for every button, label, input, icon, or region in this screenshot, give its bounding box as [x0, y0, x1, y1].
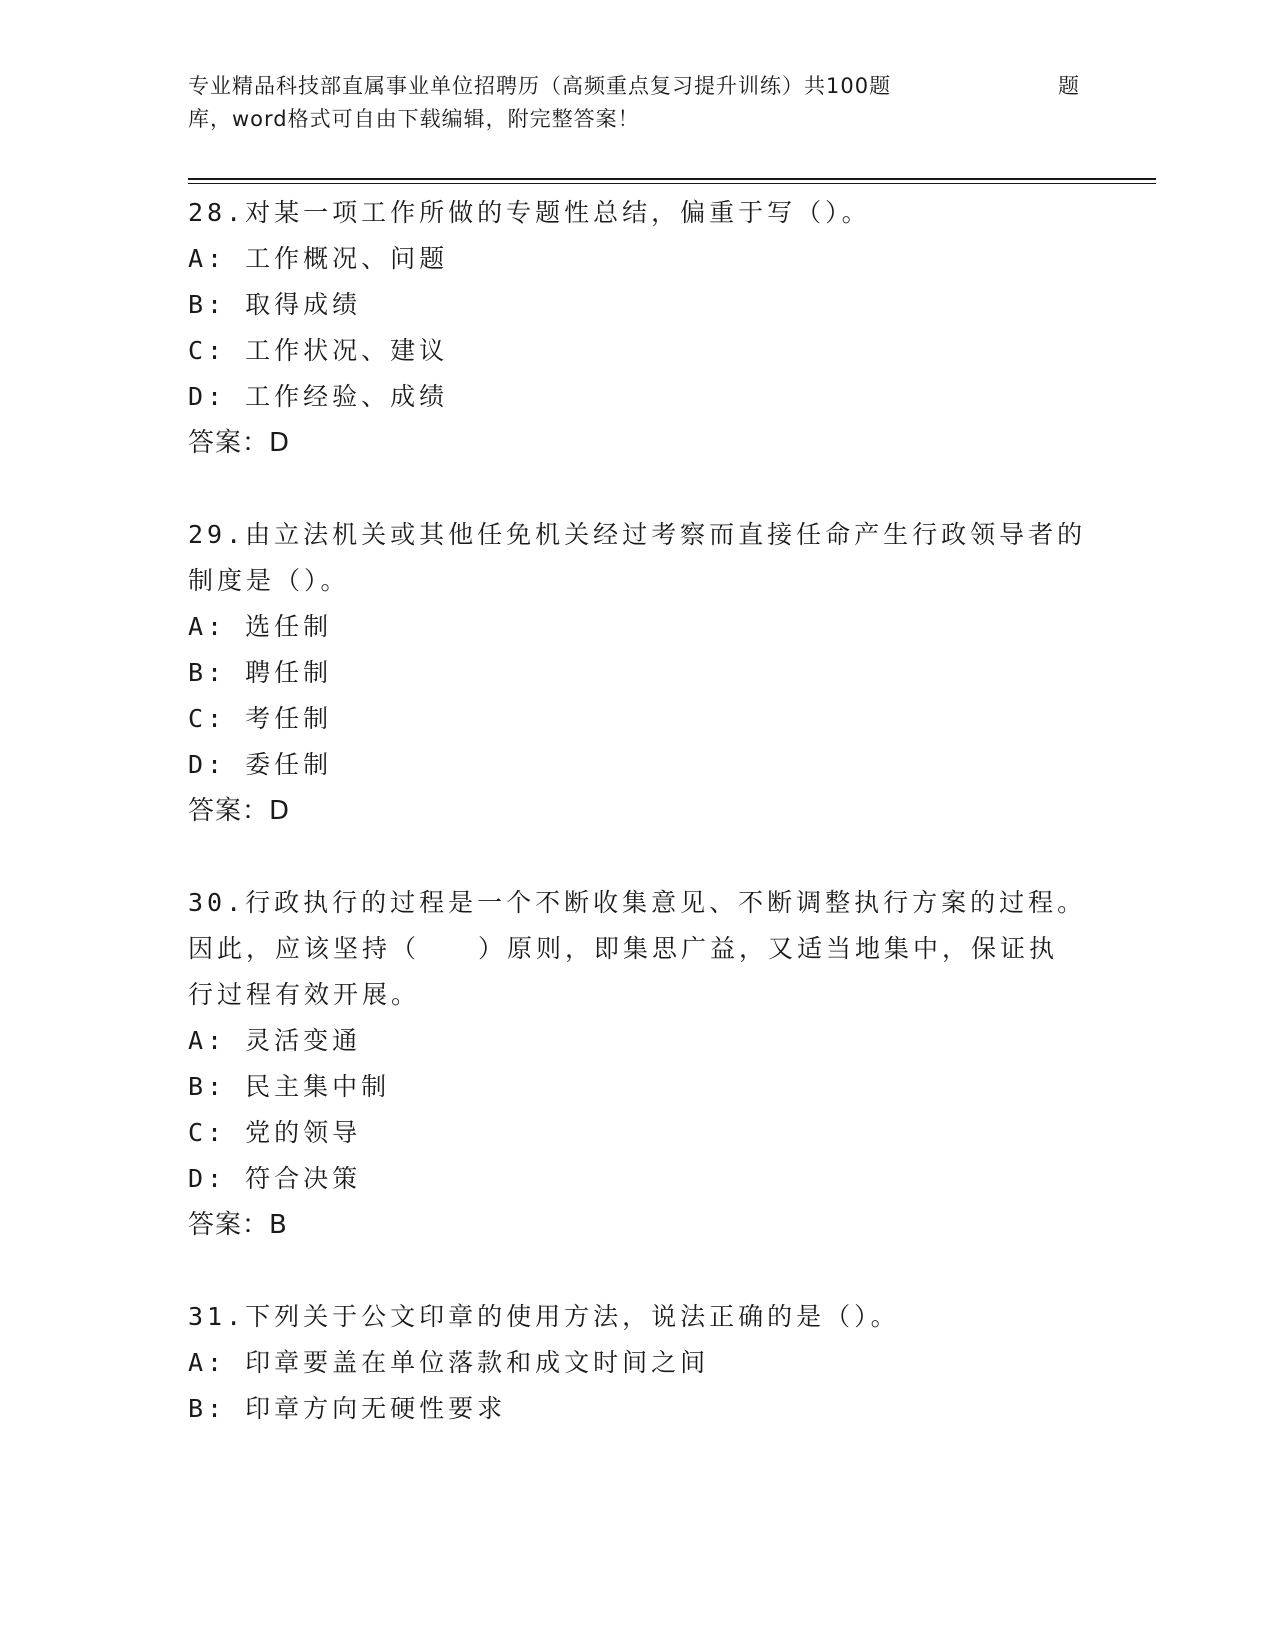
- option-label: C:: [188, 1118, 227, 1147]
- option-text: 民主集中制: [245, 1072, 391, 1101]
- header-divider-thin: [188, 183, 1156, 184]
- question-stem: 31.下列关于公文印章的使用方法，说法正确的是（）。: [188, 1302, 900, 1331]
- question-stem: 制度是（）。: [188, 566, 350, 595]
- option-c: [188, 696, 1088, 742]
- option-b: [188, 650, 1088, 696]
- option-text: 工作经验、成绩: [245, 382, 449, 411]
- option-label: B:: [188, 1394, 227, 1423]
- option-text: 印章方向无硬性要求: [245, 1394, 507, 1423]
- option-label: A:: [188, 612, 227, 641]
- option-label: B:: [188, 1072, 227, 1101]
- header-line-2: 库，word格式可自由下载编辑，附完整答案！: [188, 107, 640, 131]
- answer-line: 答案：B: [188, 1210, 288, 1240]
- option-text: 委任制: [245, 750, 333, 779]
- header-wrap-char: 题: [1058, 74, 1080, 98]
- option-text: 选任制: [245, 612, 333, 641]
- question-31: [188, 1294, 1088, 1432]
- header-title-text: 专业精品科技部直属事业单位招聘历（高频重点复习提升训练）共100题: [188, 74, 892, 98]
- question-29: [188, 512, 1088, 834]
- option-label: A:: [188, 1026, 227, 1055]
- answer-line: 答案：D: [188, 796, 291, 826]
- option-label: A:: [188, 244, 227, 273]
- option-text: 灵活变通: [245, 1026, 362, 1055]
- option-label: C:: [188, 704, 227, 733]
- option-d: [188, 374, 1088, 420]
- option-label: C:: [188, 336, 227, 365]
- option-text: 符合决策: [245, 1164, 362, 1193]
- option-a: [188, 236, 1088, 282]
- option-c: [188, 1110, 1088, 1156]
- option-text: 印章要盖在单位落款和成文时间之间: [245, 1348, 710, 1377]
- document-header: [188, 70, 1088, 136]
- question-28: [188, 190, 1088, 466]
- option-text: 工作概况、问题: [245, 244, 449, 273]
- option-label: D:: [188, 750, 227, 779]
- option-text: 聘任制: [245, 658, 333, 687]
- option-label: B:: [188, 290, 227, 319]
- header-line-1: [188, 70, 1088, 103]
- question-stem: 28.对某一项工作所做的专题性总结，偏重于写（）。: [188, 198, 871, 227]
- question-stem: 29.由立法机关或其他任免机关经过考察而直接任命产生行政领导者的: [188, 520, 1087, 549]
- question-list: [188, 190, 1088, 1478]
- option-a: [188, 604, 1088, 650]
- option-label: D:: [188, 382, 227, 411]
- option-a: [188, 1018, 1088, 1064]
- question-stem: 行过程有效开展。: [188, 980, 421, 1009]
- question-30: [188, 880, 1088, 1248]
- option-text: 考任制: [245, 704, 333, 733]
- option-text: 工作状况、建议: [245, 336, 449, 365]
- option-b: [188, 1064, 1088, 1110]
- option-d: [188, 1156, 1088, 1202]
- option-b: [188, 1386, 1088, 1432]
- header-divider-thick: [188, 178, 1156, 180]
- option-a: [188, 1340, 1088, 1386]
- option-label: D:: [188, 1164, 227, 1193]
- question-stem: 30.行政执行的过程是一个不断收集意见、不断调整执行方案的过程。: [188, 888, 1087, 917]
- question-stem: 因此，应该坚持（ ）原则，即集思广益，又适当地集中，保证执: [188, 934, 1059, 963]
- option-text: 党的领导: [245, 1118, 362, 1147]
- option-c: [188, 328, 1088, 374]
- option-b: [188, 282, 1088, 328]
- option-label: A:: [188, 1348, 227, 1377]
- option-d: [188, 742, 1088, 788]
- answer-line: 答案：D: [188, 428, 291, 458]
- option-text: 取得成绩: [245, 290, 362, 319]
- option-label: B:: [188, 658, 227, 687]
